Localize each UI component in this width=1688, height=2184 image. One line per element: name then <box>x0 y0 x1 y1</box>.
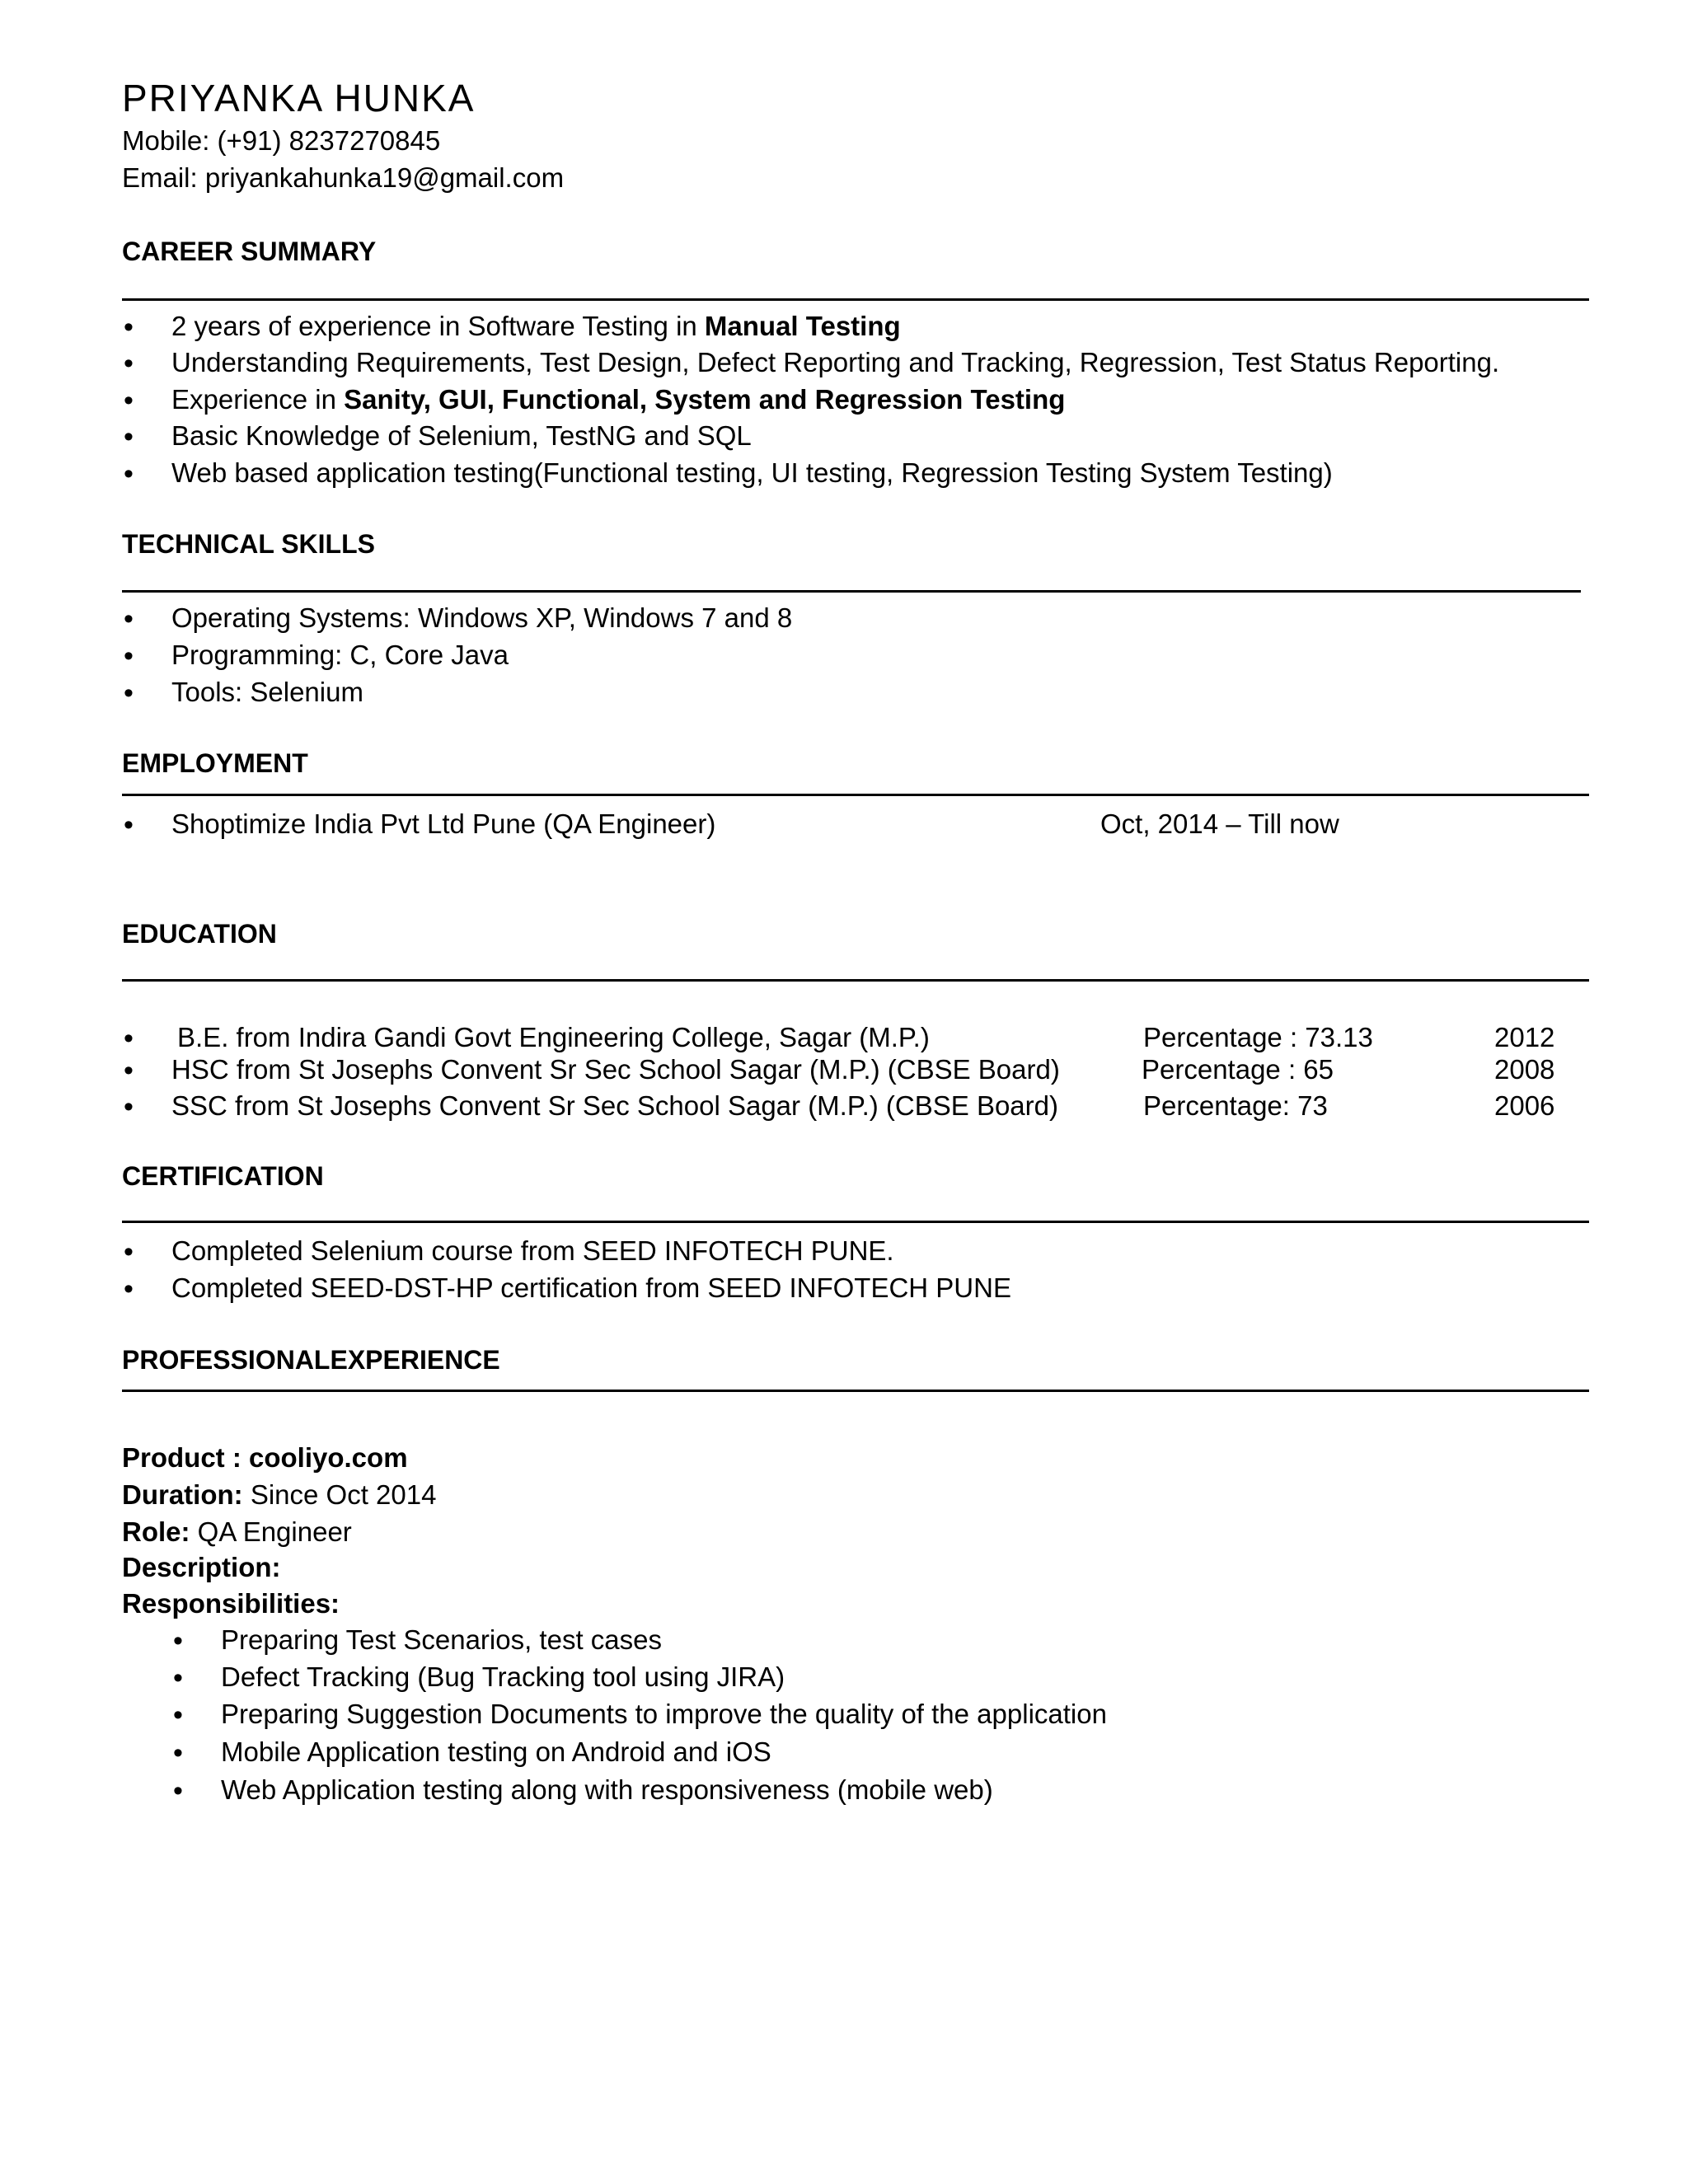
education-degree: HSC from St Josephs Convent Sr Sec School Sagar (M.P.) (CBSE Board) <box>171 1054 1060 1085</box>
responsibility-item: Defect Tracking (Bug Tracking tool using JIRA) <box>221 1661 785 1692</box>
description-label: Description: <box>122 1552 281 1582</box>
bullet-icon: • <box>124 809 134 841</box>
bullet-icon: • <box>173 1625 183 1657</box>
bullet-icon: • <box>124 677 134 709</box>
bullet-icon: • <box>173 1737 183 1769</box>
education-year: 2006 <box>1494 1090 1555 1121</box>
education-year: 2012 <box>1494 1022 1555 1052</box>
list-item: Operating Systems: Windows XP, Windows 7 and 8 <box>171 602 793 633</box>
bullet-icon: • <box>124 458 134 490</box>
bullet-icon: • <box>124 1023 134 1054</box>
bullet-icon: • <box>124 312 134 343</box>
bullet-icon: • <box>173 1775 183 1807</box>
list-item: Web based application testing(Functional testing, UI testing, Regression Testing System Testing) <box>171 457 1333 488</box>
product-label: Product : cooliyo.com <box>122 1442 408 1473</box>
mobile-number: Mobile: (+91) 8237270845 <box>122 125 441 156</box>
list-item: Programming: C, Core Java <box>171 640 509 670</box>
bullet-icon: • <box>124 1055 134 1086</box>
candidate-name: PRIYANKA HUNKA <box>122 77 476 120</box>
responsibility-item: Preparing Test Scenarios, test cases <box>221 1624 662 1655</box>
list-item: Completed SEED-DST-HP certification from SEED INFOTECH PUNE <box>171 1272 1011 1303</box>
list-item: Experience in Sanity, GUI, Functional, System and Regression Testing <box>171 384 1066 415</box>
responsibility-item: Preparing Suggestion Documents to improve the quality of the application <box>221 1699 1107 1729</box>
professional-experience-divider <box>122 1390 1589 1392</box>
bullet-icon: • <box>124 640 134 672</box>
education-year: 2008 <box>1494 1054 1555 1085</box>
bullet-icon: • <box>124 348 134 379</box>
employment-heading: EMPLOYMENT <box>122 748 308 778</box>
responsibilities-label: Responsibilities: <box>122 1588 340 1619</box>
bullet-icon: • <box>124 1273 134 1305</box>
employment-period: Oct, 2014 – Till now <box>1100 808 1339 839</box>
education-degree: SSC from St Josephs Convent Sr Sec School Sagar (M.P.) (CBSE Board) <box>171 1090 1058 1121</box>
education-percentage: Percentage : 73.13 <box>1143 1022 1373 1052</box>
certification-divider <box>122 1221 1589 1223</box>
responsibility-item: Mobile Application testing on Android and iOS <box>221 1736 771 1767</box>
education-percentage: Percentage: 73 <box>1143 1090 1328 1121</box>
education-degree: B.E. from Indira Gandi Govt Engineering College, Sagar (M.P.) <box>177 1022 930 1052</box>
duration-line: Duration: Since Oct 2014 <box>122 1479 437 1510</box>
bullet-icon: • <box>124 1236 134 1268</box>
role-line: Role: QA Engineer <box>122 1516 352 1547</box>
technical-skills-heading: TECHNICAL SKILLS <box>122 529 375 559</box>
technical-skills-divider <box>122 590 1581 593</box>
bullet-icon: • <box>124 385 134 416</box>
career-summary-heading: CAREER SUMMARY <box>122 237 377 266</box>
education-percentage: Percentage : 65 <box>1142 1054 1334 1085</box>
certification-heading: CERTIFICATION <box>122 1161 324 1191</box>
education-divider <box>122 979 1589 982</box>
professional-experience-heading: PROFESSIONALEXPERIENCE <box>122 1345 500 1375</box>
bullet-icon: • <box>124 421 134 452</box>
list-item: Basic Knowledge of Selenium, TestNG and SQL <box>171 420 752 451</box>
bullet-icon: • <box>124 603 134 635</box>
responsibility-item: Web Application testing along with responsiveness (mobile web) <box>221 1774 993 1805</box>
bullet-icon: • <box>173 1699 183 1731</box>
bullet-icon: • <box>124 1091 134 1122</box>
list-item: 2 years of experience in Software Testing in Manual Testing <box>171 311 901 341</box>
list-item: Understanding Requirements, Test Design, Defect Reporting and Tracking, Regression, Test Status Reporting. <box>171 347 1500 377</box>
education-heading: EDUCATION <box>122 919 277 949</box>
email-address: Email: priyankahunka19@gmail.com <box>122 162 565 193</box>
list-item: Completed Selenium course from SEED INFOTECH PUNE. <box>171 1235 894 1266</box>
list-item: Tools: Selenium <box>171 677 363 707</box>
career-summary-divider <box>122 298 1589 301</box>
bullet-icon: • <box>173 1662 183 1694</box>
employment-divider <box>122 794 1589 796</box>
employment-company: Shoptimize India Pvt Ltd Pune (QA Engineer) <box>171 808 716 839</box>
